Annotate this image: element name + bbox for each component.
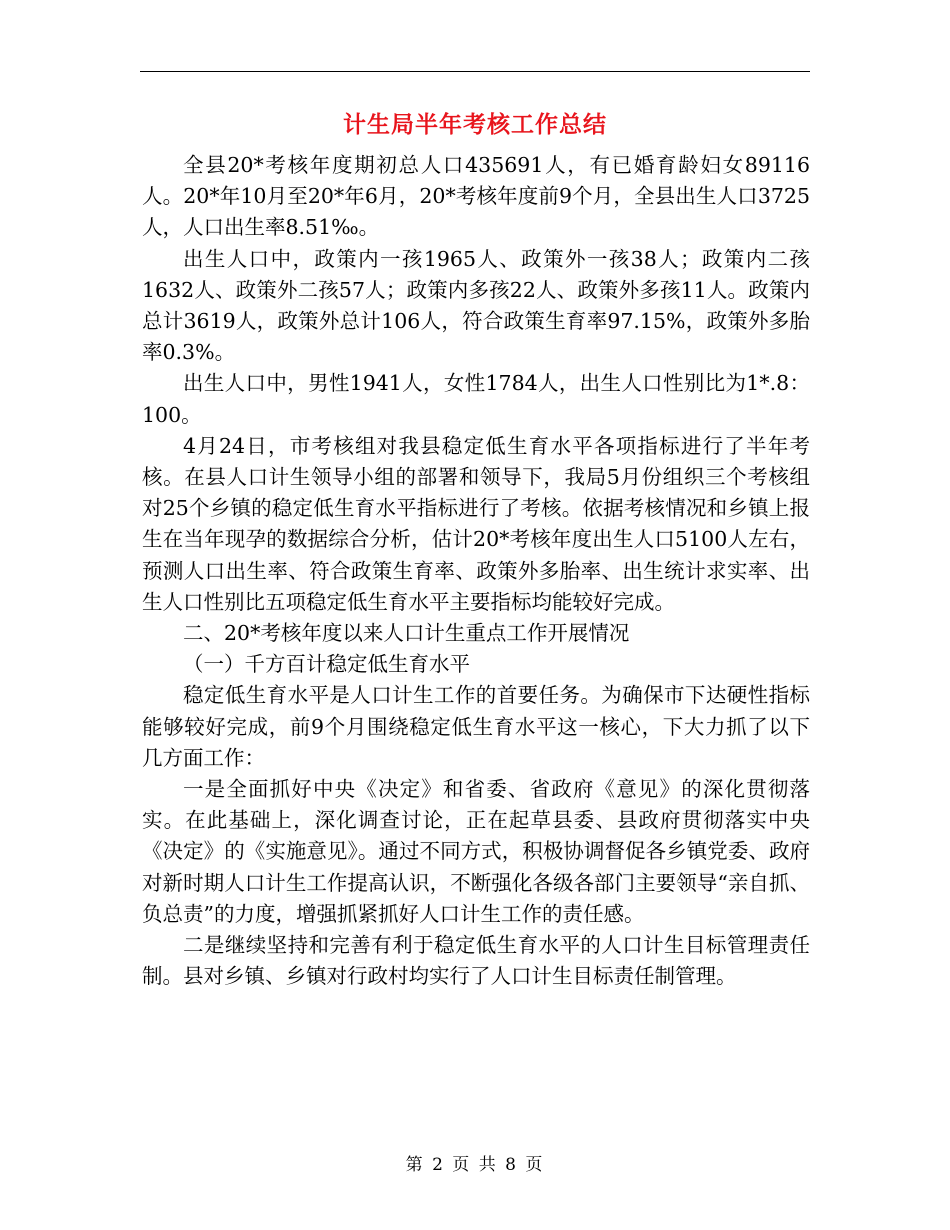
section-heading-key-work: 二、20*考核年度以来人口计生重点工作开展情况 xyxy=(183,621,630,646)
paragraph-point-one: 一是全面抓好中央《决定》和省委、省政府《意见》的深化贯彻落实。在此基础上，深化调查讨论，正在起草县委、县政府贯彻落实中央《决定》的《实施意见》。通过不同方式，积极协调督促各乡镇党委、政府对新时期人口计生工作提高认识，不断强化各级各部门主要领导“亲自抓、负总责”的力度，增强抓紧抓好人口计生工作的责任感。 xyxy=(142,777,810,926)
subsection-heading-stabilize: （一）千方百计稳定低生育水平 xyxy=(183,652,470,677)
page-number-footer: 第 2 页 共 8 页 xyxy=(405,1155,545,1175)
paragraph-half-year-assessment: 4月24日，市考核组对我县稳定低生育水平各项指标进行了半年考核。在县人口计生领导小组的部署和领导下，我局5月份组织三个考核组对25个乡镇的稳定低生育水平指标进行了考核。依据考核情况和乡镇上报生在当年现孕的数据综合分析，估计20*考核年度出生人口5100人左右，预测人口出生率、符合政策生育率、政策外多胎率、出生统计求实率、出生人口性别比五项稳定低生育水平主要指标均能较好完成。 xyxy=(142,433,810,614)
document-title: 计生局半年考核工作总结 xyxy=(343,112,607,138)
paragraph-sex-ratio: 出生人口中，男性1941人，女性1784人，出生人口性别比为1*.8：100。 xyxy=(142,371,810,427)
paragraph-population-summary: 全县20*考核年度期初总人口435691人，有已婚育龄妇女89116人。20*年10月至20*年6月，20*考核年度前9个月，全县出生人口3725人，人口出生率8.51‰。 xyxy=(142,153,810,240)
document-body xyxy=(142,150,810,992)
paragraph-primary-task: 稳定低生育水平是人口计生工作的首要任务。为确保市下达硬性指标能够较好完成，前9个月围绕稳定低生育水平这一核心，下大力抓了以下几方面工作： xyxy=(142,683,810,770)
paragraph-point-two: 二是继续坚持和完善有利于稳定低生育水平的人口计生目标管理责任制。县对乡镇、乡镇对行政村均实行了人口计生目标责任制管理。 xyxy=(142,933,810,989)
header-rule xyxy=(140,71,810,72)
paragraph-birth-policy: 出生人口中，政策内一孩1965人、政策外一孩38人；政策内二孩1632人、政策外二孩57人；政策内多孩22人、政策外多孩11人。政策内总计3619人，政策外总计106人，符合政策生育率97.15%，政策外多胎率0.3%。 xyxy=(142,246,810,365)
